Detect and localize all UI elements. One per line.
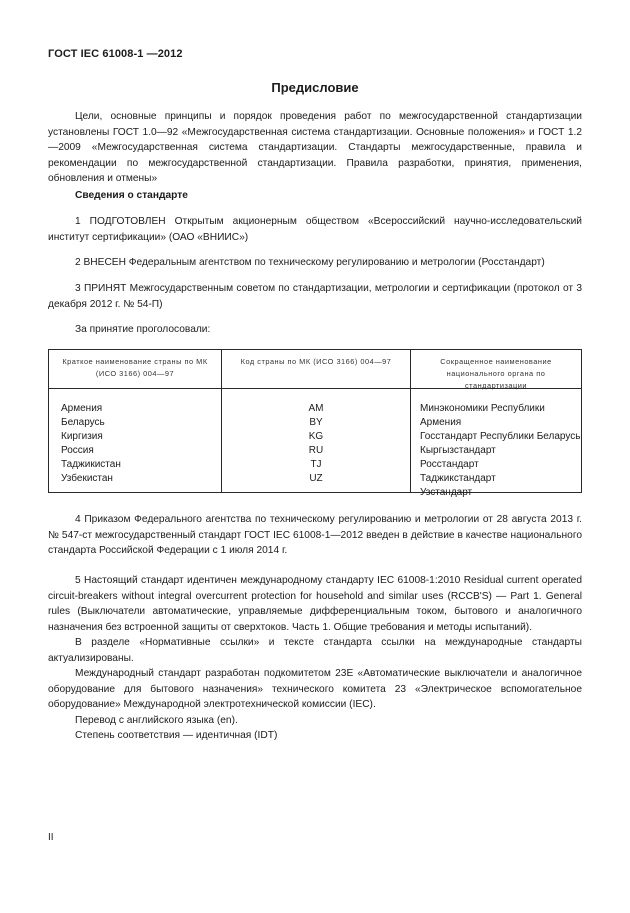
page-number: II (48, 832, 54, 843)
country-list (61, 402, 121, 486)
code-list (222, 402, 410, 486)
table-cell-code: AM (308, 403, 324, 414)
voted-label: За принятие проголосовали: (75, 324, 211, 335)
item-developer: Международный стандарт разработан подкомитетом 23Е «Автоматические выключатели и аналогичное оборудование для бытового назначения» технического комитета 23 «Электрическое вспомогательное оборудование» Международной электротехнической комиссии (IEC). (48, 668, 582, 710)
organ-list (420, 402, 581, 500)
table-cell-country: Киргизия (61, 431, 103, 442)
table-column-organ (411, 350, 581, 498)
table-cell-country: Узбекистан (61, 473, 113, 484)
table-cell-organ: Таджикстандарт (420, 473, 496, 484)
table-cell-country: Таджикистан (61, 459, 121, 470)
table-cell-country: Беларусь (61, 417, 105, 428)
item-identity: 5 Настоящий стандарт идентичен международному стандарту IEC 61008-1:2010 Residual current operated circuit-breakers without integral overcurrent protection for household and similar uses (RCCB'S) — Part 1. General rules (Выключатели автоматические, управляемые дифференциальным током, бытового и аналогичного назначения без встроенной защиты от сверхтоков. Часть 1. Общие требования и методы испытаний). (48, 575, 582, 633)
item-translation: Перевод с английского языка (en). (75, 714, 238, 726)
table-cell-organ: Минэкономики Республики Армения (420, 403, 545, 428)
item-identity-block (48, 573, 582, 744)
item-adopted: 3 ПРИНЯТ Межгосударственным советом по стандартизации, метрологии и сертификации (протокол от 3 декабря 2012 г. № 54-П) (48, 283, 582, 310)
table-cell-code: RU (308, 445, 324, 456)
item-order: 4 Приказом Федерального агентства по техническому регулированию и метрологии от 28 августа 2013 г. № 547-ст межгосударственный стандарт ГОСТ IEC 61008-1—2012 введен в действие в качестве национального стандарта Российской Федерации с 1 июля 2014 г. (48, 514, 582, 556)
table-cell-code: UZ (309, 473, 323, 484)
table-cell-organ: Кыргызстандарт (420, 445, 496, 456)
table-cell-country: Россия (61, 445, 94, 456)
table-column-country (49, 350, 221, 492)
table-cell-organ: Росстандарт (420, 459, 479, 470)
table-column-code (221, 350, 411, 492)
table-cell-organ: Узстандарт (420, 487, 473, 498)
table-cell-organ: Госстандарт Республики Беларусь (420, 431, 581, 442)
item-prepared: 1 ПОДГОТОВЛЕН Открытым акционерным обществом «Всероссийский научно-исследовательский институт сертификации» (ОАО «ВНИИС») (48, 216, 582, 243)
table-header-code: Код страны по МК (ИСО 3166) 004—97 (240, 357, 392, 366)
intro-paragraph: Цели, основные принципы и порядок проведения работ по межгосударственной стандартизации установлены ГОСТ 1.0—92 «Межгосударственная система стандартизации. Основные положения» и ГОСТ 1.2—2009 «Межгосударственная система стандартизации. Стандарты межгосударственные, правила и рекомендации по межгосударственной стандартизации. Правила разработки, принятия, применения, обновления и отмены» (48, 111, 582, 184)
voting-table (48, 349, 582, 498)
table-header-country: Краткое наименование страны по МК (ИСО 3166) 004—97 (62, 357, 208, 378)
item-conformity: Степень соответствия — идентичная (IDT) (75, 730, 278, 741)
page-title: Предисловие (271, 80, 359, 95)
table-cell-country: Армения (61, 403, 103, 414)
document-header-id: ГОСТ IEC 61008-1 —2012 (48, 48, 183, 60)
table-cell-code: TJ (310, 459, 322, 470)
table-header-organ: Сокращенное наименование национального органа по стандартизации (440, 357, 552, 390)
table-cell-code: BY (309, 417, 323, 428)
intro-block (48, 109, 582, 187)
item-submitted: 2 ВНЕСЕН Федеральным агентством по техническому регулированию и метрологии (Росстандарт) (75, 257, 545, 268)
section-heading: Сведения о стандарте (75, 190, 188, 201)
item-references: В разделе «Нормативные ссылки» и тексте стандарта ссылки на международные стандарты актуализированы. (48, 637, 582, 664)
table-cell-code: KG (308, 431, 324, 442)
